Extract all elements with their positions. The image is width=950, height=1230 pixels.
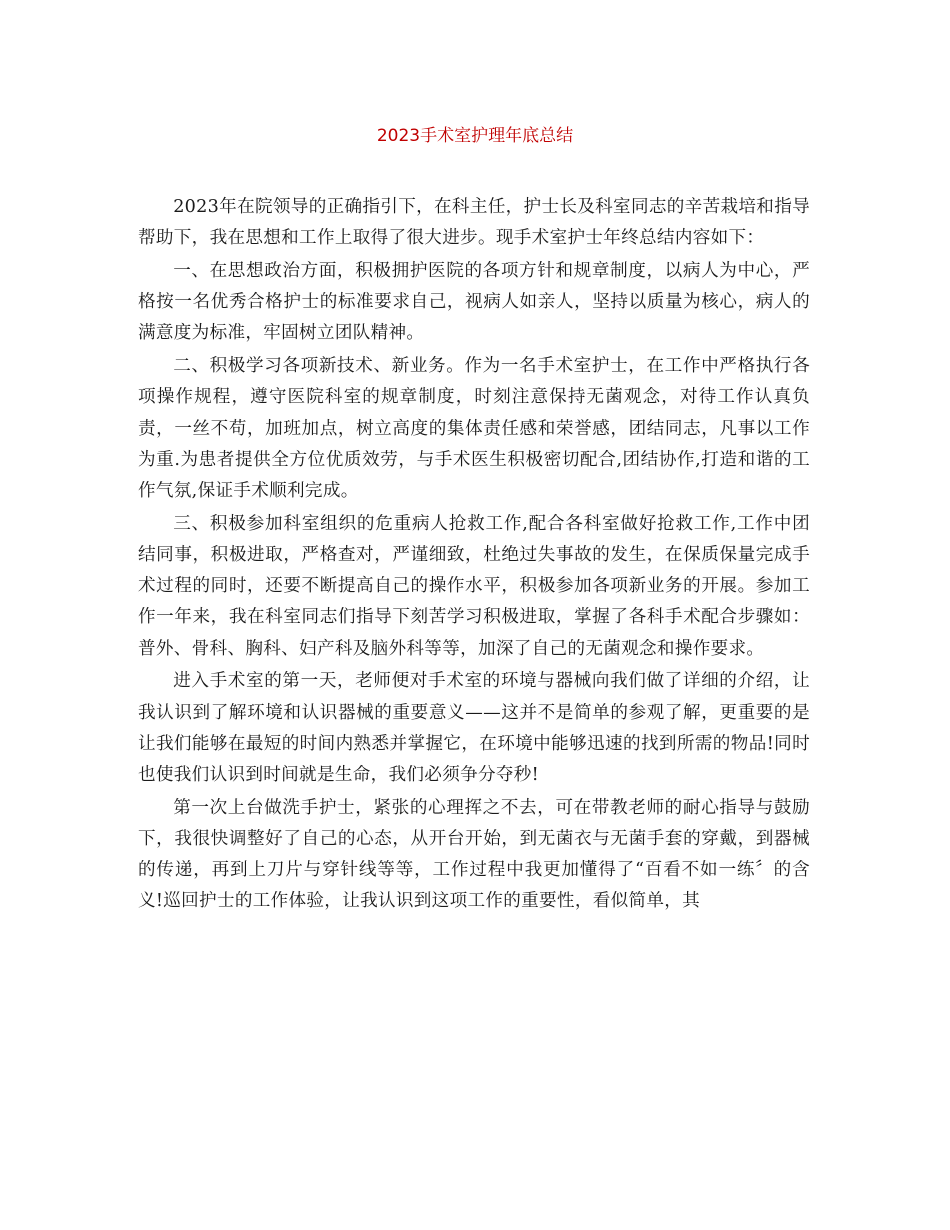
document-title: 2023手术室护理年底总结 [376, 126, 574, 146]
paragraph-scrub-nurse: 第一次上台做洗手护士，紧张的心理挥之不去，可在带教老师的耐心指导与鼓励下，我很快调整好了自己的心态，从开台开始，到无菌衣与无菌手套的穿戴，到器械的传递，再到上刀片与穿针线等等，工作过程中我更加懂得了“百看不如一练〞的含义!巡回护士的工作体验，让我认识到这项工作的重要性，看似简单，其 [138, 797, 810, 912]
paragraph-first-day: 进入手术室的第一天，老师便对手术室的环境与器械向我们做了详细的介绍，让我认识到了解环境和认识器械的重要意义——这并不是简单的参观了解，更重要的是让我们能够在最短的时间内熟悉并掌握它，在环境中能够迅速的找到所需的物品!同时也使我们认识到时间就是生命，我们必须争分夺秒! [138, 671, 810, 786]
paragraph-political: 一、在思想政治方面，积极拥护医院的各项方针和规章制度，以病人为中心，严格按一名优秀合格护士的标准要求自己，视病人如亲人，坚持以质量为核心，病人的满意度为标准，牢固树立团队精神。 [138, 261, 810, 344]
document-body [138, 192, 810, 919]
paragraph-learning: 二、积极学习各项新技术、新业务。作为一名手术室护士，在工作中严格执行各项操作规程，遵守医院科室的规章制度，时刻注意保持无菌观念，对待工作认真负责，一丝不苟，加班加点，树立高度的集体责任感和荣誉感，团结同志，凡事以工作为重.为患者提供全方位优质效劳，与手术医生积极密切配合,团结协作,打造和谐的工作气氛,保证手术顺利完成。 [138, 356, 810, 502]
paragraph-rescue: 三、积极参加科室组织的危重病人抢救工作,配合各科室做好抢救工作,工作中团结同事，积极进取，严格查对，严谨细致，杜绝过失事故的发生，在保质保量完成手术过程的同时，还要不断提高自己的操作水平，积极参加各项新业务的开展。参加工作一年来，我在科室同志们指导下刻苦学习积极进取，掌握了各科手术配合步骤如：普外、骨科、胸科、妇产科及脑外科等等，加深了自己的无菌观念和操作要求。 [138, 513, 810, 659]
paragraph-intro: 2023年在院领导的正确指引下，在科主任，护士长及科室同志的辛苦栽培和指导帮助下，我在思想和工作上取得了很大进步。现手术室护士年终总结内容如下： [138, 197, 810, 249]
